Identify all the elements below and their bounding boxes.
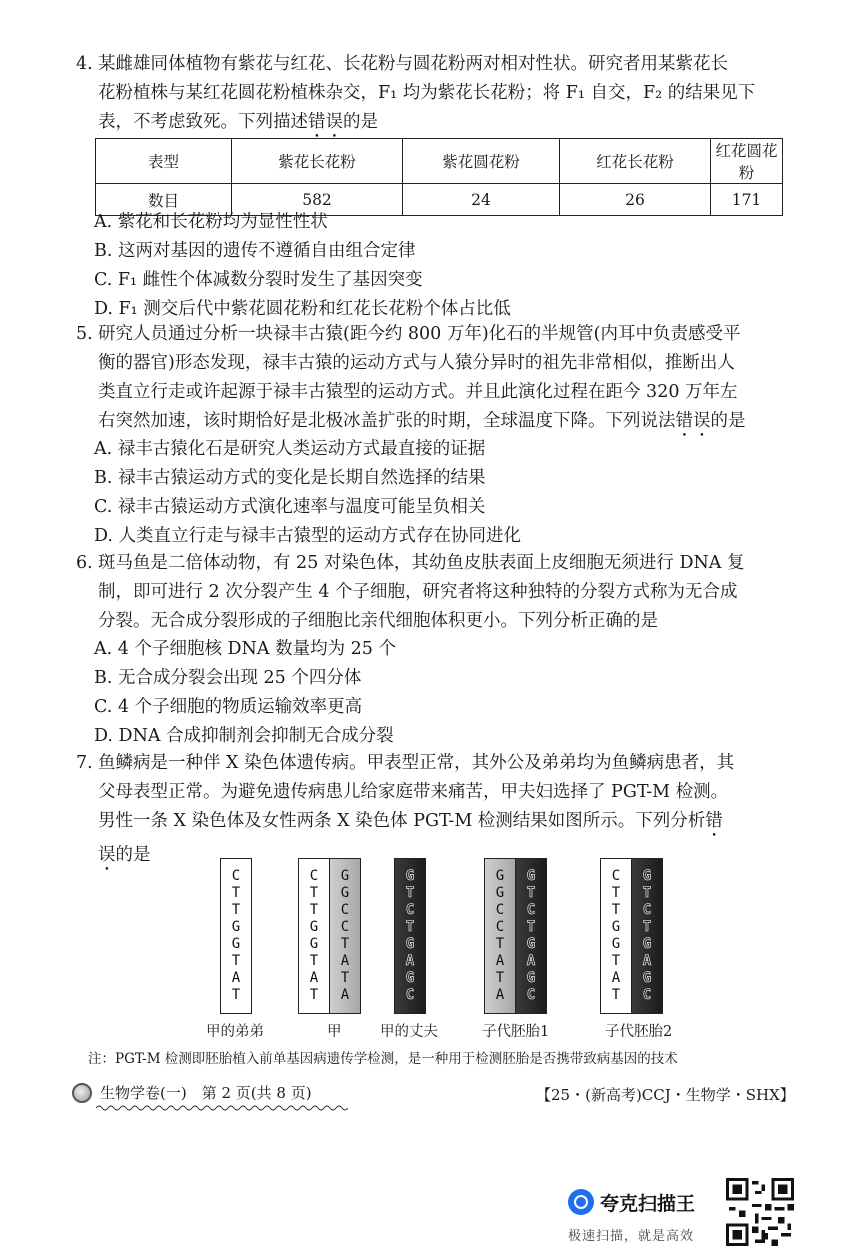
- strip-base-letter: G: [405, 868, 415, 884]
- question-text-line: 父母表型正常。为避免遗传病患儿给家庭带来痛苦，甲夫妇选择了 PGT-M 检测。: [98, 782, 729, 802]
- strip-base-letter: G: [340, 885, 350, 901]
- strip-base-letter: A: [231, 970, 241, 986]
- option-a: A. 4 个子细胞核 DNA 数量均为 25 个: [94, 639, 396, 659]
- strip-base-letter: C: [642, 987, 652, 1003]
- caption-embryo1: 子代胚胎1: [482, 1024, 550, 1040]
- option-d: D. DNA 合成抑制剂会抑制无合成分裂: [94, 726, 394, 746]
- qr-code-icon: [726, 1178, 794, 1246]
- question-text-line: 误的是: [98, 845, 151, 865]
- wavy-underline: [96, 1104, 348, 1112]
- scanner-logo-icon: [568, 1189, 594, 1215]
- strip-base-letter: T: [495, 936, 505, 952]
- strip-base-letter: T: [526, 885, 536, 901]
- table-header-cell: 紫花圆花粉: [403, 139, 560, 184]
- strip-base-letter: A: [611, 970, 621, 986]
- strip-base-letter: G: [495, 885, 505, 901]
- emphasis-text: 误: [98, 845, 116, 865]
- question-text-line: 斑马鱼是二倍体动物，有 25 对染色体，其幼鱼皮肤表面上皮细胞无须进行 DNA 复: [98, 553, 745, 573]
- strip-base-letter: A: [405, 953, 415, 969]
- option-a: A. 紫花和长花粉均为显性性状: [94, 212, 328, 232]
- question-number: 7.: [76, 753, 93, 773]
- circle-mark-icon: [72, 1083, 92, 1103]
- strip-base-letter: G: [405, 970, 415, 986]
- strip-base-letter: C: [526, 987, 536, 1003]
- strip-base-letter: T: [309, 885, 319, 901]
- strip-base-letter: C: [340, 902, 350, 918]
- strip-base-letter: T: [340, 936, 350, 952]
- question-text-line: 分裂。无合成分裂形成的子细胞比亲代细胞体积更小。下列分析正确的是: [98, 611, 658, 631]
- scanner-brand: [568, 1182, 718, 1222]
- strip-base-letter: G: [526, 936, 536, 952]
- footer-left-text: 生物学卷(一) 第 2 页(共 8 页): [100, 1084, 312, 1102]
- strip-base-letter: G: [642, 936, 652, 952]
- strip-base-letter: T: [642, 919, 652, 935]
- results-table: [95, 138, 783, 216]
- strip-embryo1-light: [484, 858, 516, 1014]
- strip-base-letter: T: [495, 970, 505, 986]
- question-text-line: 右突然加速，该时期恰好是北极冰盖扩张的时期，全球温度下降。下列说法错误的是: [98, 411, 746, 431]
- strip-jia-white: [298, 858, 330, 1014]
- strip-base-letter: T: [231, 987, 241, 1003]
- question-text-line: 某雌雄同体植物有紫花与红花、长花粉与圆花粉两对相对性状。研究者用某紫花长: [98, 54, 728, 74]
- strip-base-letter: G: [309, 919, 319, 935]
- emphasis-text: 错误: [675, 411, 711, 431]
- question-4: [78, 50, 790, 142]
- table-header-cell: 红花圆花粉: [711, 139, 783, 184]
- strip-base-letter: C: [495, 919, 505, 935]
- strip-base-letter: T: [611, 987, 621, 1003]
- strip-base-letter: G: [526, 868, 536, 884]
- scanner-brand-name: 夸克扫描王: [600, 1192, 696, 1215]
- strip-base-letter: G: [405, 936, 415, 952]
- question-text-line: 衡的器官)形态发现，禄丰古猿的运动方式与人猿分异时的祖先非常相似，推断出人: [98, 353, 735, 373]
- option-d: D. 人类直立行走与禄丰古猿型的运动方式存在协同进化: [94, 526, 522, 546]
- strip-jia-light: [329, 858, 361, 1014]
- figure-note: 注：PGT-M 检测即胚胎植入前单基因病遗传学检测，是一种用于检测胚胎是否携带致病基因的技术: [88, 1051, 678, 1067]
- caption-jia: 甲: [327, 1024, 342, 1040]
- strip-base-letter: G: [231, 936, 241, 952]
- option-a: A. 禄丰古猿化石是研究人类运动方式最直接的证据: [94, 439, 486, 459]
- strip-base-letter: C: [231, 868, 241, 884]
- strip-base-letter: T: [526, 919, 536, 935]
- caption-brother: 甲的弟弟: [206, 1024, 264, 1040]
- caption-embryo2: 子代胚胎2: [605, 1024, 673, 1040]
- question-text-line: 鱼鳞病是一种伴 X 染色体遗传病。甲表型正常，其外公及弟弟均为鱼鳞病患者，其: [98, 753, 735, 773]
- strip-base-letter: G: [611, 936, 621, 952]
- table-cell: 26: [560, 184, 711, 216]
- strip-base-letter: T: [309, 953, 319, 969]
- option-b: B. 无合成分裂会出现 25 个四分体: [94, 668, 362, 688]
- strip-base-letter: G: [642, 868, 652, 884]
- strip-embryo1-dark: [515, 858, 547, 1014]
- table-cell: 171: [711, 184, 783, 216]
- table-header-row: [96, 139, 783, 184]
- table-cell: 24: [403, 184, 560, 216]
- strip-base-letter: G: [309, 936, 319, 952]
- emphasis-text: 错误: [308, 112, 343, 132]
- question-7: [78, 749, 790, 875]
- caption-husband: 甲的丈夫: [380, 1024, 438, 1040]
- strip-base-letter: T: [611, 902, 621, 918]
- strip-base-letter: G: [642, 970, 652, 986]
- strip-husband: [394, 858, 426, 1014]
- strip-base-letter: T: [309, 987, 319, 1003]
- strip-base-letter: T: [611, 953, 621, 969]
- strip-base-letter: T: [611, 885, 621, 901]
- strip-base-letter: C: [495, 902, 505, 918]
- table-cell: 582: [232, 184, 403, 216]
- strip-base-letter: T: [231, 953, 241, 969]
- option-c: C. 禄丰古猿运动方式演化速率与温度可能呈负相关: [94, 497, 486, 517]
- question-text-line: 制，即可进行 2 次分裂产生 4 个子细胞，研究者将这种独特的分裂方式称为无合成: [98, 582, 738, 602]
- strip-base-letter: A: [495, 953, 505, 969]
- option-c: C. 4 个子细胞的物质运输效率更高: [94, 697, 363, 717]
- strip-base-letter: C: [405, 902, 415, 918]
- question-text-line: 表，不考虑致死。下列描述错误的是: [98, 112, 378, 132]
- strip-base-letter: T: [405, 919, 415, 935]
- scanner-slogan: 极速扫描，就是高效: [568, 1229, 695, 1244]
- strip-base-letter: T: [231, 885, 241, 901]
- table-header-cell: 红花长花粉: [560, 139, 711, 184]
- option-c: C. F₁ 雌性个体减数分裂时发生了基因突变: [94, 270, 423, 290]
- question-text-line: 花粉植株与某红花圆花粉植株杂交，F₁ 均为紫花长花粉；将 F₁ 自交，F₂ 的结果见下: [98, 83, 756, 103]
- table-header-cell: 表型: [96, 139, 232, 184]
- strip-base-letter: C: [526, 902, 536, 918]
- table-header-cell: 紫花长花粉: [232, 139, 403, 184]
- strip-base-letter: C: [405, 987, 415, 1003]
- strip-base-letter: C: [309, 868, 319, 884]
- option-b: B. 禄丰古猿运动方式的变化是长期自然选择的结果: [94, 468, 486, 488]
- question-6: [78, 549, 790, 636]
- strip-base-letter: A: [340, 987, 350, 1003]
- emphasis-text: 错: [705, 811, 723, 831]
- strip-base-letter: A: [309, 970, 319, 986]
- question-text-line: 男性一条 X 染色体及女性两条 X 染色体 PGT-M 检测结果如图所示。下列分析错: [98, 811, 723, 831]
- strip-base-letter: C: [642, 902, 652, 918]
- strip-base-letter: A: [340, 953, 350, 969]
- strip-base-letter: T: [642, 885, 652, 901]
- strip-base-letter: G: [340, 868, 350, 884]
- strip-base-letter: A: [526, 953, 536, 969]
- question-number: 6.: [76, 553, 93, 573]
- strip-base-letter: A: [495, 987, 505, 1003]
- question-text-line: 类直立行走或许起源于禄丰古猿型的运动方式。并且此演化过程在距今 320 万年左: [98, 382, 738, 402]
- strip-base-letter: G: [611, 919, 621, 935]
- strip-embryo2-white: [600, 858, 632, 1014]
- strip-base-letter: G: [495, 868, 505, 884]
- strip-base-letter: C: [611, 868, 621, 884]
- strip-embryo2-dark: [631, 858, 663, 1014]
- table-cell: 数目: [96, 184, 232, 216]
- strip-base-letter: T: [340, 970, 350, 986]
- strip-base-letter: T: [405, 885, 415, 901]
- strip-base-letter: T: [231, 902, 241, 918]
- strip-base-letter: T: [309, 902, 319, 918]
- question-5: [78, 320, 790, 441]
- strip-base-letter: G: [231, 919, 241, 935]
- option-b: B. 这两对基因的遗传不遵循自由组合定律: [94, 241, 416, 261]
- question-number: 5.: [76, 324, 93, 344]
- strip-base-letter: C: [340, 919, 350, 935]
- strip-base-letter: G: [526, 970, 536, 986]
- question-number: 4.: [76, 54, 93, 74]
- strip-base-letter: A: [642, 953, 652, 969]
- strip-brother: [220, 858, 252, 1014]
- question-text-line: 研究人员通过分析一块禄丰古猿(距今约 800 万年)化石的半规管(内耳中负责感受平: [98, 324, 741, 344]
- option-d: D. F₁ 测交后代中紫花圆花粉和红花长花粉个体占比低: [94, 299, 511, 319]
- footer-page-info: [72, 1082, 312, 1103]
- footer-right-text: 【25・(新高考)CCJ・生物学・SHX】: [536, 1086, 795, 1104]
